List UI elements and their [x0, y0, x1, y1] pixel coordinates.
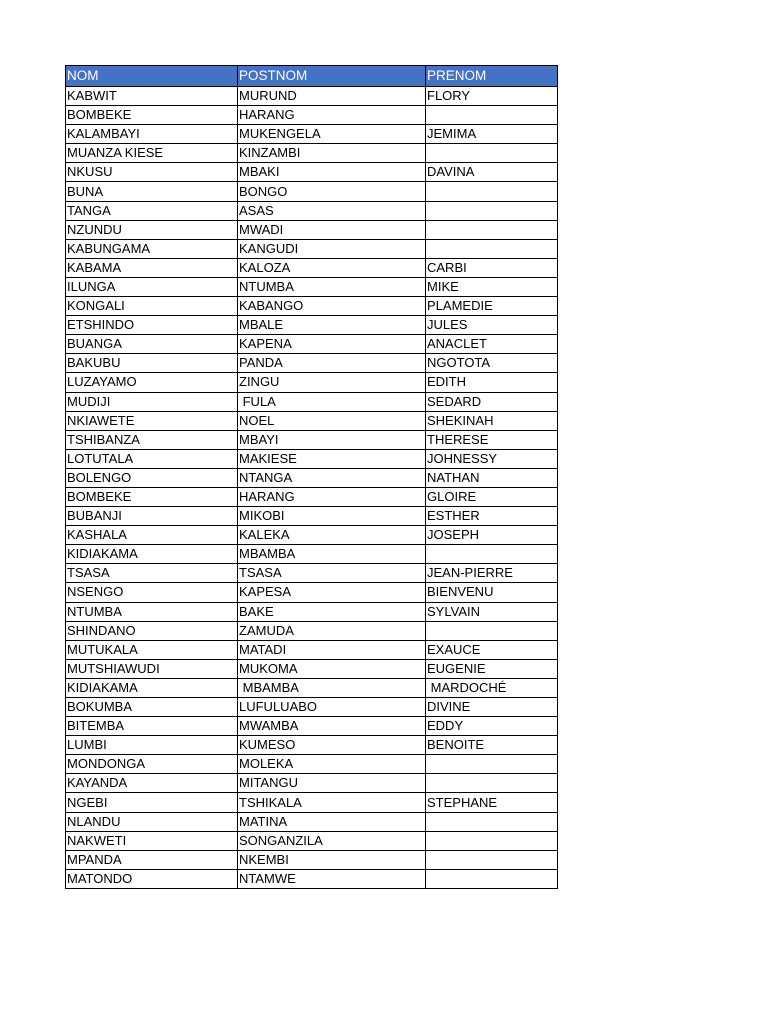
cell-postnom: KANGUDI: [238, 239, 426, 258]
cell-postnom: KAPESA: [238, 583, 426, 602]
cell-prenom: JEAN-PIERRE: [426, 564, 558, 583]
cell-prenom: CARBI: [426, 258, 558, 277]
table-row: [66, 335, 558, 354]
table-row: [66, 755, 558, 774]
cell-postnom: ZAMUDA: [238, 621, 426, 640]
cell-postnom: BAKE: [238, 602, 426, 621]
cell-prenom: GLOIRE: [426, 487, 558, 506]
table-row: [66, 487, 558, 506]
cell-postnom: MUKENGELA: [238, 125, 426, 144]
table-row: [66, 201, 558, 220]
cell-prenom: [426, 239, 558, 258]
cell-postnom: BONGO: [238, 182, 426, 201]
cell-prenom: JOHNESSY: [426, 449, 558, 468]
cell-nom: NZUNDU: [66, 220, 238, 239]
cell-nom: BOMBEKE: [66, 487, 238, 506]
cell-postnom: MBAYI: [238, 430, 426, 449]
cell-postnom: SONGANZILA: [238, 831, 426, 850]
table-row: [66, 87, 558, 106]
cell-nom: NKUSU: [66, 163, 238, 182]
cell-nom: TSASA: [66, 564, 238, 583]
cell-nom: MUTUKALA: [66, 640, 238, 659]
cell-nom: KIDIAKAMA: [66, 545, 238, 564]
cell-postnom: FULA: [238, 392, 426, 411]
cell-postnom: KABANGO: [238, 297, 426, 316]
cell-postnom: KINZAMBI: [238, 144, 426, 163]
cell-postnom: MBAMBA: [238, 545, 426, 564]
cell-prenom: [426, 144, 558, 163]
cell-prenom: EXAUCE: [426, 640, 558, 659]
cell-nom: ETSHINDO: [66, 316, 238, 335]
cell-prenom: JOSEPH: [426, 526, 558, 545]
cell-prenom: DIVINE: [426, 698, 558, 717]
cell-nom: MPANDA: [66, 850, 238, 869]
cell-nom: BUBANJI: [66, 507, 238, 526]
table-row: [66, 507, 558, 526]
table-row: [66, 182, 558, 201]
cell-nom: ILUNGA: [66, 277, 238, 296]
cell-postnom: NTANGA: [238, 468, 426, 487]
cell-prenom: STEPHANE: [426, 793, 558, 812]
cell-prenom: ANACLET: [426, 335, 558, 354]
cell-prenom: [426, 621, 558, 640]
cell-postnom: NOEL: [238, 411, 426, 430]
cell-postnom: KALOZA: [238, 258, 426, 277]
table-row: [66, 125, 558, 144]
cell-nom: KAYANDA: [66, 774, 238, 793]
cell-prenom: [426, 220, 558, 239]
header-prenom: PRENOM: [426, 66, 558, 87]
cell-postnom: MATINA: [238, 812, 426, 831]
cell-nom: BOMBEKE: [66, 106, 238, 125]
cell-postnom: NKEMBI: [238, 850, 426, 869]
cell-postnom: TSASA: [238, 564, 426, 583]
table-row: [66, 430, 558, 449]
cell-postnom: NTUMBA: [238, 277, 426, 296]
cell-postnom: MURUND: [238, 87, 426, 106]
table-row: [66, 793, 558, 812]
cell-prenom: [426, 755, 558, 774]
table-row: [66, 373, 558, 392]
cell-nom: BOKUMBA: [66, 698, 238, 717]
header-nom: NOM: [66, 66, 238, 87]
cell-postnom: HARANG: [238, 487, 426, 506]
cell-postnom: MOLEKA: [238, 755, 426, 774]
cell-nom: BAKUBU: [66, 354, 238, 373]
table-row: [66, 468, 558, 487]
cell-nom: SHINDANO: [66, 621, 238, 640]
cell-postnom: PANDA: [238, 354, 426, 373]
table-row: [66, 640, 558, 659]
table-row: [66, 678, 558, 697]
table-row: [66, 621, 558, 640]
table-row: [66, 392, 558, 411]
cell-nom: KASHALA: [66, 526, 238, 545]
cell-prenom: JULES: [426, 316, 558, 335]
cell-nom: BUANGA: [66, 335, 238, 354]
cell-prenom: [426, 869, 558, 888]
cell-prenom: ESTHER: [426, 507, 558, 526]
table-row: [66, 411, 558, 430]
table-row: [66, 526, 558, 545]
cell-prenom: [426, 831, 558, 850]
table-row: [66, 220, 558, 239]
cell-prenom: FLORY: [426, 87, 558, 106]
table-row: [66, 316, 558, 335]
cell-prenom: [426, 850, 558, 869]
table-row: [66, 831, 558, 850]
cell-postnom: MBAMBA: [238, 678, 426, 697]
cell-prenom: NATHAN: [426, 468, 558, 487]
table-row: [66, 564, 558, 583]
table-row: [66, 812, 558, 831]
header-row: [66, 66, 558, 87]
table-row: [66, 736, 558, 755]
table-row: [66, 297, 558, 316]
cell-prenom: EDDY: [426, 717, 558, 736]
cell-postnom: MUKOMA: [238, 659, 426, 678]
cell-nom: KABUNGAMA: [66, 239, 238, 258]
names-table: [65, 65, 558, 889]
cell-postnom: KUMESO: [238, 736, 426, 755]
cell-prenom: EUGENIE: [426, 659, 558, 678]
cell-prenom: SEDARD: [426, 392, 558, 411]
cell-postnom: MAKIESE: [238, 449, 426, 468]
cell-prenom: SYLVAIN: [426, 602, 558, 621]
cell-postnom: KAPENA: [238, 335, 426, 354]
table-row: [66, 144, 558, 163]
cell-postnom: NTAMWE: [238, 869, 426, 888]
cell-prenom: MARDOCHÉ: [426, 678, 558, 697]
cell-nom: KABWIT: [66, 87, 238, 106]
cell-nom: MONDONGA: [66, 755, 238, 774]
cell-nom: NAKWETI: [66, 831, 238, 850]
cell-nom: KABAMA: [66, 258, 238, 277]
table-row: [66, 583, 558, 602]
cell-postnom: LUFULUABO: [238, 698, 426, 717]
cell-prenom: BENOITE: [426, 736, 558, 755]
cell-postnom: MBALE: [238, 316, 426, 335]
cell-prenom: JEMIMA: [426, 125, 558, 144]
cell-postnom: TSHIKALA: [238, 793, 426, 812]
table-row: [66, 354, 558, 373]
table-row: [66, 869, 558, 888]
cell-prenom: [426, 106, 558, 125]
cell-nom: LUZAYAMO: [66, 373, 238, 392]
cell-prenom: NGOTOTA: [426, 354, 558, 373]
cell-prenom: BIENVENU: [426, 583, 558, 602]
cell-nom: MUDIJI: [66, 392, 238, 411]
cell-nom: BUNA: [66, 182, 238, 201]
cell-nom: MUTSHIAWUDI: [66, 659, 238, 678]
cell-nom: LOTUTALA: [66, 449, 238, 468]
table-row: [66, 106, 558, 125]
table-row: [66, 659, 558, 678]
table-row: [66, 545, 558, 564]
cell-nom: BOLENGO: [66, 468, 238, 487]
cell-prenom: THERESE: [426, 430, 558, 449]
cell-nom: NLANDU: [66, 812, 238, 831]
table-row: [66, 774, 558, 793]
cell-nom: KONGALI: [66, 297, 238, 316]
table-row: [66, 258, 558, 277]
cell-postnom: MWAMBA: [238, 717, 426, 736]
cell-prenom: [426, 812, 558, 831]
cell-postnom: KALEKA: [238, 526, 426, 545]
cell-postnom: ASAS: [238, 201, 426, 220]
cell-postnom: HARANG: [238, 106, 426, 125]
table-header: [66, 66, 558, 87]
cell-nom: TSHIBANZA: [66, 430, 238, 449]
cell-nom: LUMBI: [66, 736, 238, 755]
cell-nom: NTUMBA: [66, 602, 238, 621]
table-row: [66, 698, 558, 717]
cell-nom: MATONDO: [66, 869, 238, 888]
table-row: [66, 850, 558, 869]
cell-postnom: MWADI: [238, 220, 426, 239]
table-body: [66, 87, 558, 889]
cell-nom: MUANZA KIESE: [66, 144, 238, 163]
table-row: [66, 717, 558, 736]
cell-nom: KALAMBAYI: [66, 125, 238, 144]
cell-nom: TANGA: [66, 201, 238, 220]
cell-postnom: MATADI: [238, 640, 426, 659]
table-row: [66, 277, 558, 296]
table-row: [66, 163, 558, 182]
cell-postnom: MITANGU: [238, 774, 426, 793]
cell-prenom: SHEKINAH: [426, 411, 558, 430]
table-row: [66, 602, 558, 621]
cell-nom: NSENGO: [66, 583, 238, 602]
cell-nom: BITEMBA: [66, 717, 238, 736]
cell-prenom: [426, 545, 558, 564]
cell-nom: NGEBI: [66, 793, 238, 812]
names-sheet: [65, 65, 558, 889]
cell-prenom: [426, 774, 558, 793]
cell-postnom: ZINGU: [238, 373, 426, 392]
cell-prenom: DAVINA: [426, 163, 558, 182]
cell-prenom: [426, 182, 558, 201]
cell-prenom: MIKE: [426, 277, 558, 296]
cell-nom: NKIAWETE: [66, 411, 238, 430]
cell-prenom: [426, 201, 558, 220]
header-postnom: POSTNOM: [238, 66, 426, 87]
cell-nom: KIDIAKAMA: [66, 678, 238, 697]
cell-prenom: PLAMEDIE: [426, 297, 558, 316]
table-row: [66, 449, 558, 468]
cell-prenom: EDITH: [426, 373, 558, 392]
table-row: [66, 239, 558, 258]
cell-postnom: MIKOBI: [238, 507, 426, 526]
cell-postnom: MBAKI: [238, 163, 426, 182]
